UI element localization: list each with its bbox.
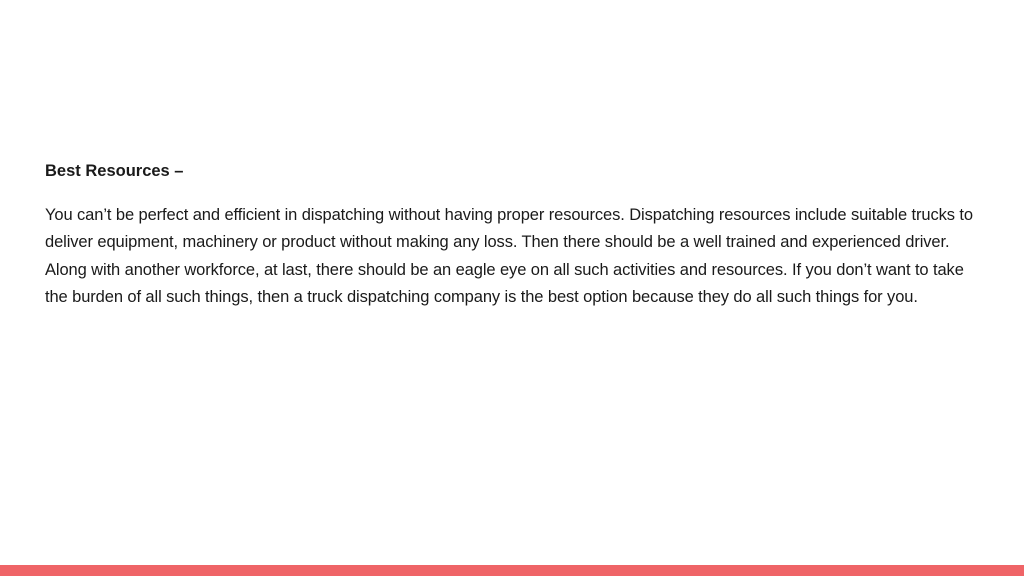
text-content xyxy=(45,158,980,311)
section-heading: Best Resources – xyxy=(45,162,184,180)
bottom-accent-bar xyxy=(0,565,1024,576)
section-body: You can’t be perfect and efficient in dispatching without having proper resources. Dispatching resources include suitable trucks to deliver equipment, machinery or product without making any loss. Then there should be a well trained and experienced driver. Along with another workforce, at last, there should be an eagle eye on all such activities and resources. If you don’t want to take the burden of all such things, then a truck dispatching company is the best option because they do all such things for you. xyxy=(45,206,973,306)
